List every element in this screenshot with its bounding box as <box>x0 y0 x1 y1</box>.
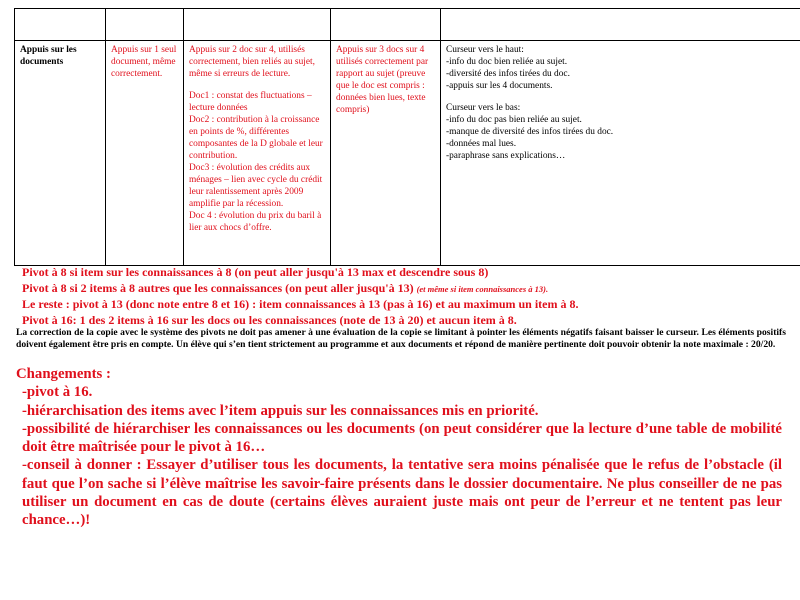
pivot-rule-text: Pivot à 8 si 2 items à 8 autres que les connaissances (on peut aller jusqu'à 13) <box>22 280 414 295</box>
change-item: -conseil à donner : Essayer d’utiliser tous les documents, la tentative sera moins pénalisée que le refus de l’obstacle (il faut que l’on sache si l’élève maîtrise les savoir-faire présents dans le dossier documentaire. Ne plus conseiller de ne pas utiliser un document en cas de doute (certains élèves auraient juste mais ont peur de l’erreur et ne tentent pas leur chance…)! <box>22 457 782 529</box>
pivot-rule: Pivot à 16: 1 des 2 items à 16 sur les docs ou les connaissances (note de 13 à 20) et aucun item à 8. <box>22 312 517 327</box>
level-one-document: Appuis sur 1 seul document, même correctement. <box>106 41 184 266</box>
change-item: -possibilité de hiérarchiser les connaissances ou les documents (on peut considérer que la lecture d’une table de mobilité doit être maîtrisée pour le pivot à 16… <box>22 420 782 456</box>
pivot-note: (et même si item connaissances à 13). <box>416 283 549 294</box>
doc-detail: Doc 4 : évolution du prix du baril à lier aux chocs d’offre. <box>189 211 322 233</box>
level-three-documents: Appuis sur 3 docs sur 4 utilisés correctement par rapport au sujet (preuve que le doc est compris : données bien lues, texte compris) <box>331 41 441 266</box>
grading-table <box>14 8 800 266</box>
change-item: -hiérarchisation des items avec l’item appuis sur les connaissances mis en priorité. <box>22 402 539 419</box>
correction-paragraph: La correction de la copie avec le système des pivots ne doit pas amener à une évaluation de la copie se limitant à pointer les éléments négatifs faisant baisser le curseur. Les éléments positifs doivent également être pris en compte. Un élève qui s’en tient strictement au programme et aux documents et répond de manière pertinente doit pouvoir obtenir la note maximale : 20/20. <box>16 327 786 351</box>
pivot-rule <box>22 281 792 298</box>
list-item: -données mal lues. <box>446 139 517 149</box>
level-two-documents <box>184 41 331 266</box>
doc-detail: Doc3 : évolution des crédits aux ménages – lien avec cycle du crédit leur ralentissement après 2009 amplifie par la récession. <box>189 163 323 209</box>
table-cell <box>331 9 441 41</box>
cursor-up-title: Curseur vers le haut: <box>446 45 524 55</box>
doc-detail: Doc2 : contribution à la croissance en points de %, différentes composantes de la D globale et leur contribution. <box>189 115 323 161</box>
table-cell <box>15 9 106 41</box>
list-item: -info du doc pas bien reliée au sujet. <box>446 115 582 125</box>
list-item: -appuis sur les 4 documents. <box>446 81 553 91</box>
table-cell <box>184 9 331 41</box>
change-item: -pivot à 16. <box>22 384 93 401</box>
pivot-rules <box>22 265 792 328</box>
changes-title: Changements : <box>16 366 111 382</box>
changes-section <box>16 365 782 530</box>
doc-detail: Doc1 : constat des fluctuations – lecture données <box>189 91 312 113</box>
cursor-down-title: Curseur vers le bas: <box>446 103 521 113</box>
list-item: -info du doc bien reliée au sujet. <box>446 57 568 67</box>
table-cell <box>441 9 800 41</box>
list-item: -manque de diversité des infos tirées du doc. <box>446 127 614 137</box>
level-two-intro: Appuis sur 2 doc sur 4, utilisés correctement, bien reliés au sujet, même si erreurs de lecture. <box>189 45 315 79</box>
pivot-rule: Pivot à 8 si item sur les connaissances à 8 (on peut aller jusqu'à 13 max et descendre sous 8) <box>22 265 489 279</box>
row-label: Appuis sur les documents <box>15 41 106 266</box>
cursor-notes <box>441 41 800 266</box>
table-row-empty <box>15 9 800 41</box>
table-row-documents <box>15 41 800 266</box>
pivot-rule: Le reste : pivot à 13 (donc note entre 8 et 16) : item connaissances à 13 (pas à 16) et au maximum un item à 8. <box>22 297 579 312</box>
table-cell <box>106 9 184 41</box>
list-item: -paraphrase sans explications… <box>446 151 566 161</box>
list-item: -diversité des infos tirées du doc. <box>446 69 570 79</box>
